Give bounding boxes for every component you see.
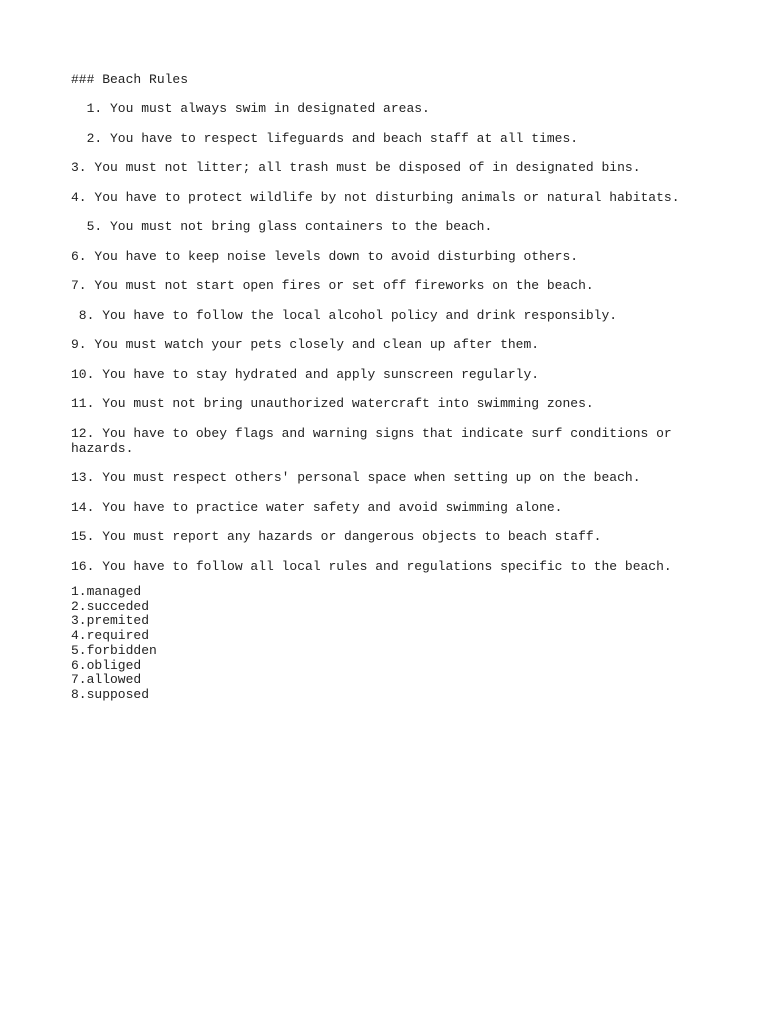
rule-item: 15. You must report any hazards or dangerous objects to beach staff.	[71, 529, 602, 544]
rule-item: 1. You must always swim in designated areas.	[86, 101, 430, 116]
rule-item: 13. You must respect others' personal space when setting up on the beach.	[71, 470, 641, 485]
rule-item: 4. You have to protect wildlife by not disturbing animals or natural habitats.	[71, 189, 680, 205]
rule-item: 7. You must not start open fires or set off fireworks on the beach.	[71, 278, 594, 293]
rule-item: 16. You have to follow all local rules and regulations specific to the beach.	[71, 558, 672, 574]
word-list	[71, 585, 157, 703]
word-list-item: 7.allowed	[71, 672, 142, 688]
rule-item: 3. You must not litter; all trash must be disposed of in designated bins.	[71, 160, 641, 175]
document-heading: ### Beach Rules	[71, 72, 189, 87]
rule-item: 2. You have to respect lifeguards and beach staff at all times.	[86, 130, 579, 146]
rules-list	[71, 101, 681, 574]
rule-item: 8. You have to follow the local alcohol policy and drink responsibly.	[78, 307, 618, 323]
rule-item: 6. You have to keep noise levels down to avoid disturbing others.	[71, 248, 579, 264]
word-list-item: 1.managed	[71, 584, 142, 599]
rule-item: 9. You must watch your pets closely and clean up after them.	[71, 337, 540, 352]
word-list-item: 6.obliged	[71, 657, 142, 673]
rule-item: 10. You have to stay hydrated and apply sunscreen regularly.	[71, 366, 540, 382]
rule-item: 5. You must not bring glass containers to the beach.	[86, 219, 493, 234]
word-list-item: 2.succeded	[71, 598, 150, 614]
rule-item: 14. You have to practice water safety and avoid swimming alone.	[71, 499, 563, 515]
word-list-item: 5.forbidden	[71, 642, 157, 658]
word-list-item: 4.required	[71, 628, 150, 644]
word-list-item: 3.premited	[71, 613, 150, 629]
rule-item: 11. You must not bring unauthorized watercraft into swimming zones.	[71, 396, 594, 411]
word-list-item: 8.supposed	[71, 686, 150, 702]
rule-item: 12. You have to obey flags and warning signs that indicate surf conditions or hazards.	[71, 425, 680, 456]
